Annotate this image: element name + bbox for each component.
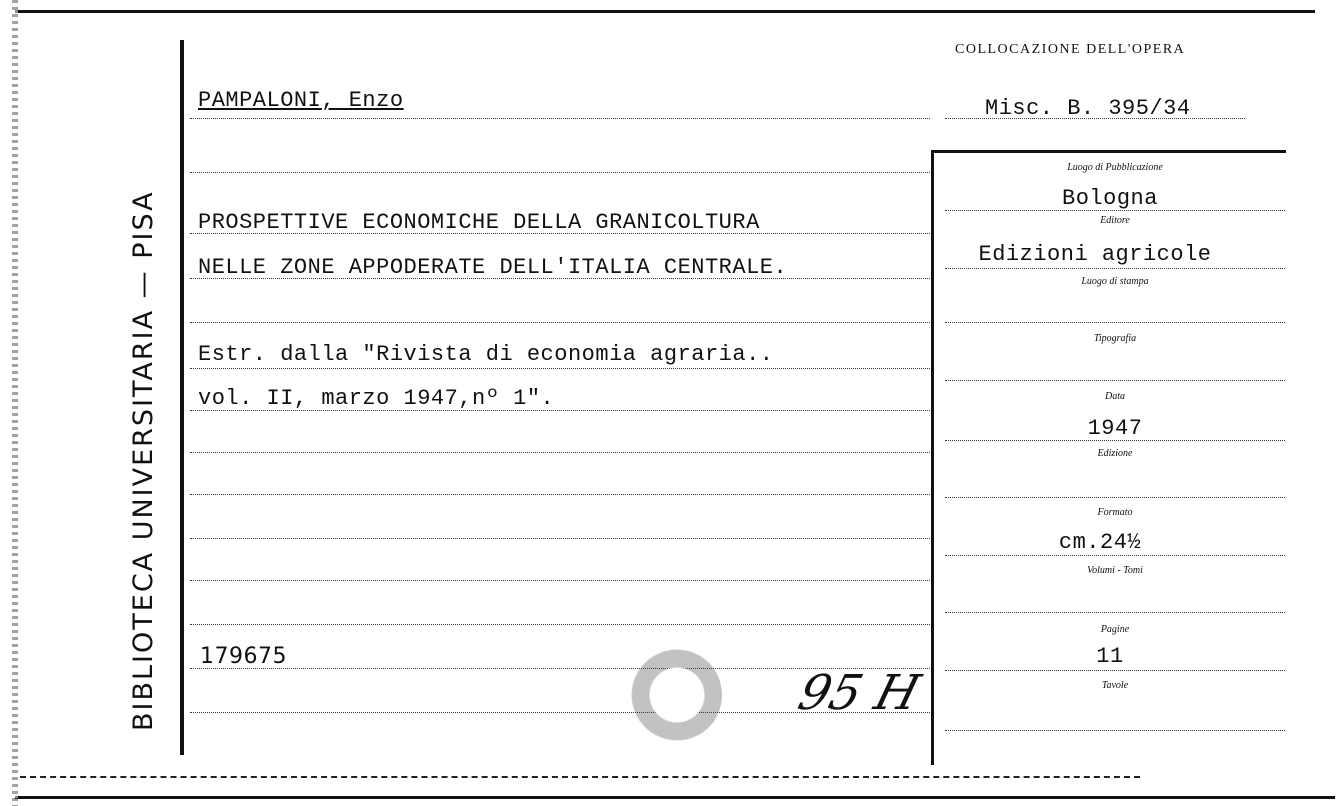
left-line-5 [190,322,930,323]
left-line-1 [190,118,930,119]
pagine-value: 11 [1096,644,1124,669]
library-vertical-label: BIBLIOTECA UNIVERSITARIA — PISA [128,190,159,731]
tavole-label: Tavole [1101,680,1129,691]
left-edge [12,0,18,806]
editore-label: Editore [1100,215,1130,226]
right-line-7 [945,555,1285,556]
note-line-2: vol. II, marzo 1947,nº 1". [198,386,555,411]
library-stamp-icon [622,645,722,745]
left-line-9 [190,494,930,495]
edizione-label: Edizione [1097,448,1133,459]
right-box-top [931,150,1286,153]
note-line-1: Estr. dalla "Rivista di economia agraria.. [198,342,774,367]
bottom-dashed-border [20,776,1140,778]
bottom-border [15,796,1335,799]
luogo-stampa-label: Luogo di stampa [1081,276,1149,287]
title-line-1: PROSPETTIVE ECONOMICHE DELLA GRANICOLTURA [198,210,760,235]
left-line-11 [190,580,930,581]
left-line-12 [190,624,930,625]
author: PAMPALONI, Enzo [198,88,404,113]
left-line-8 [190,452,930,453]
editore-value: Edizioni agricole [978,242,1212,267]
right-box-rule [931,150,934,765]
title-line-2: NELLE ZONE APPODERATE DELL'ITALIA CENTRALE. [198,255,788,280]
right-line-3 [945,322,1285,323]
handwritten-signature: 95 H [792,665,926,721]
top-border [15,10,1315,13]
formato-value: cm.24½ [1058,530,1142,555]
right-line-9 [945,670,1285,671]
shelfmark: Misc. B. 395/34 [985,96,1191,121]
volumi-label: Volumi - Tomi [1087,565,1143,576]
right-line-2 [945,268,1285,269]
right-line-10 [945,730,1285,731]
luogo-pubblicazione-value: Bologna [1062,186,1158,211]
left-line-10 [190,538,930,539]
formato-label: Formato [1097,507,1133,518]
left-rule [180,40,184,755]
right-line-4 [945,380,1285,381]
tipografia-label: Tipografia [1093,333,1137,344]
data-label: Data [1105,391,1125,402]
data-value: 1947 [1087,416,1143,441]
inventory-number: 179675 [200,644,287,669]
left-line-2 [190,172,930,173]
right-line-6 [945,497,1285,498]
pagine-label: Pagine [1100,624,1130,635]
luogo-pubblicazione-label: Luogo di Pubblicazione [1067,162,1163,173]
collocazione-title: COLLOCAZIONE DELL'OPERA [955,42,1186,57]
left-line-6 [190,368,930,369]
right-line-8 [945,612,1285,613]
